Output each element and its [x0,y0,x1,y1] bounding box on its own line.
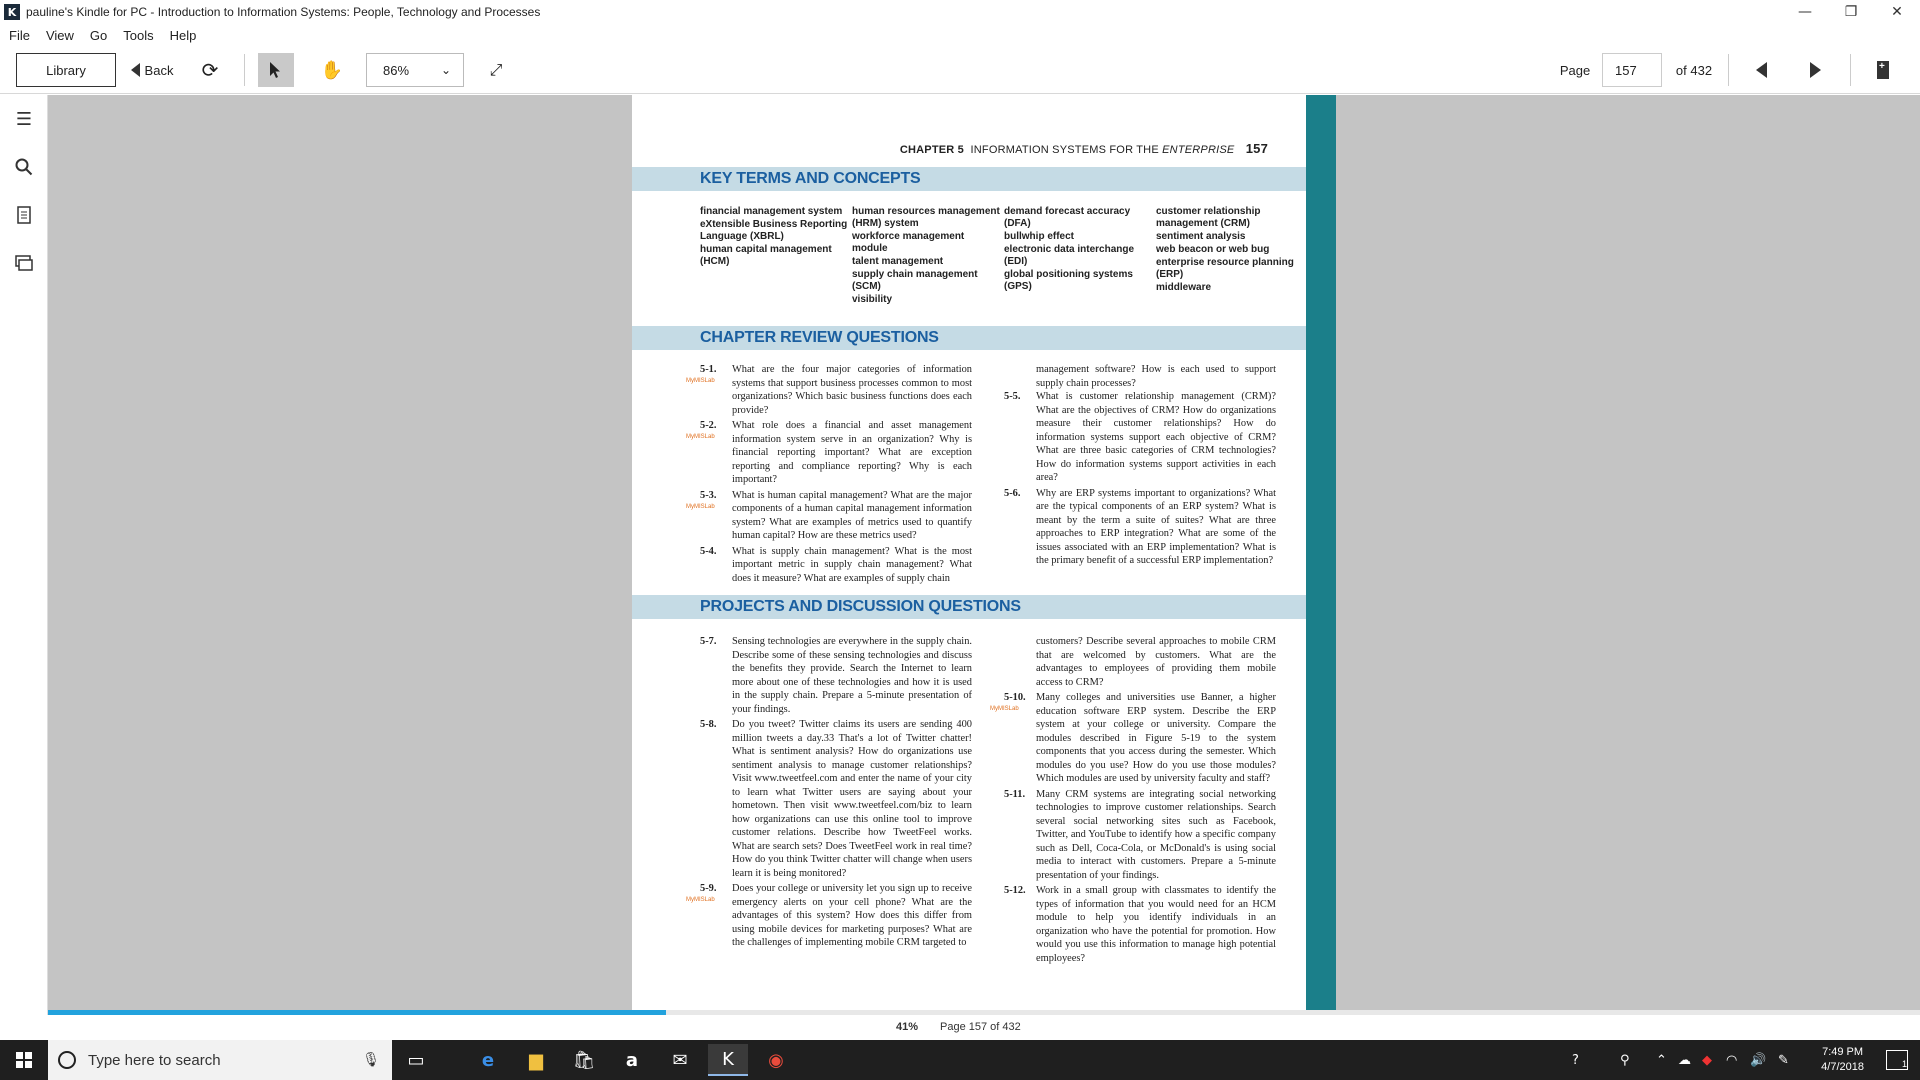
menu-view[interactable]: View [45,27,74,43]
key-term[interactable]: sentiment analysis [1156,231,1246,242]
key-terms-column [852,206,1002,307]
document-icon [17,206,31,224]
edge-browser-icon[interactable]: e [481,1049,495,1071]
progress-percent: 41% [896,1021,919,1033]
mymislab-label: MyMISLab [686,378,715,384]
key-term[interactable]: customer relationship management (CRM) [1156,206,1261,229]
search-placeholder: Type here to search [88,1051,221,1069]
mymislab-label: MyMISLab [990,706,1019,712]
question-number: 5-4. [700,545,717,557]
key-terms-column [700,206,850,269]
kindle-app-icon: K [4,4,20,20]
question-item [1004,390,1276,485]
question-number: 5-10. [1004,692,1026,703]
microphone-icon[interactable]: 🎙 [362,1052,380,1068]
section-emphasis: ENTERPRISE [1162,144,1235,156]
question-number: 5-1. [700,364,717,375]
show-hidden-icons-chevron[interactable]: ⌃ [1656,1052,1667,1068]
question-item [1004,884,1276,965]
minimize-button[interactable]: — [1798,4,1812,20]
window-controls [1782,0,1920,24]
section-label: INFORMATION SYSTEMS FOR THE [970,144,1159,156]
question-text: What role does a financial and asset management information system serve in an organization? Why is financial reporting important? What are exception reporting and compliance reporting? Why is each important? [732,420,972,485]
onedrive-icon[interactable]: ☁ [1678,1052,1691,1068]
projects-title: PROJECTS AND DISCUSSION QUESTIONS [700,598,1021,615]
question-item [686,363,972,417]
review-questions-heading [632,326,1316,350]
question-item [686,489,972,543]
back-button[interactable] [128,53,176,87]
pen-icon[interactable]: ✎ [1778,1052,1789,1068]
reading-area [48,95,1920,1010]
review-questions-title: CHAPTER REVIEW QUESTIONS [700,329,939,346]
question-number: 5-11. [1004,788,1026,800]
review-left-column [686,363,972,585]
title-bar [0,0,1920,24]
back-arrow-icon [131,63,140,77]
volume-icon[interactable]: 🔊 [1750,1052,1767,1068]
key-term[interactable]: workforce management module [852,231,965,254]
question-item [686,882,972,950]
zoom-select[interactable] [366,53,464,87]
key-term[interactable]: human capital management (HCM) [700,244,832,267]
amazon-icon[interactable]: a [625,1049,639,1071]
menu-bar [0,24,1920,46]
toolbar-divider [1850,54,1851,86]
next-page-button[interactable] [1800,53,1830,87]
running-head [900,141,1268,156]
question-text: Many colleges and universities use Banner, a higher education software ERP system. Describe the ERP system at your college or university. Compare the modules described in Figure 5-19 to the system components that you access during the semester. Which modules do you use? How do you use those modules? Which modules are used by university faculty and staff? [1036,692,1276,784]
help-icon[interactable]: ? [1572,1052,1579,1068]
clock-date: 4/7/2018 [1821,1061,1864,1073]
question-text: Many CRM systems are integrating social networking technologies to improve customer relationships. Search several social networking sites such as Facebook, Twitter, and YouTube to identify how a specific company such as Dell, Coca-Cola, or McDonald's is using social media to interact with customers. Prepare a 5-minute presentation of your findings. [1036,788,1276,881]
security-icon[interactable]: ◆ [1702,1052,1712,1068]
question-number: 5-8. [700,719,717,730]
clock-time: 7:49 PM [1822,1046,1864,1058]
table-of-contents-icon[interactable]: ☰ [15,108,33,130]
question-number: 5-2. [700,420,717,431]
triangle-left-icon [1756,62,1767,78]
mymislab-label: MyMISLab [686,503,715,510]
question-number: 5-7. [700,636,717,647]
page-number-input[interactable]: 157 [1602,53,1662,87]
question-number: 5-9. [700,883,717,894]
task-view-icon[interactable]: ▭ [407,1049,425,1071]
page-label: Page [1559,62,1591,78]
bookmark-icon [1877,61,1889,79]
key-term[interactable]: demand forecast accuracy (DFA) [1004,206,1131,229]
review-right-column [1004,363,1276,568]
key-term[interactable]: financial management system [700,206,843,217]
people-icon[interactable]: ⚲ [1620,1052,1630,1068]
taskbar-search-box[interactable] [48,1040,392,1080]
key-term[interactable]: human resources management (HRM) system [852,206,1000,229]
back-label: Back [144,62,174,78]
book-page [632,95,1316,1010]
question-continuation: customers? Describe several approaches to mobile CRM that are welcomed by customers. What are the advantages to employees of providing them mobile access to CRM? [1036,636,1276,688]
select-tool-button[interactable] [258,53,294,87]
key-term[interactable]: web beacon or web bug [1156,244,1270,255]
question-text: Why are ERP systems important to organizations? What are the typical components of an ERP system? What is meant by the term a suite of suites? What are three approaches to ERP integration? What are some of the issues associated with an ERP implementation? What is the primary benefit of a successful ERP implementation? [1036,487,1276,566]
question-text: Do you tweet? Twitter claims its users are sending 400 million tweets a day.33 That's a lot of Twitter chatter! What is sentiment analysis? How do organizations use sentiment analysis to manage customer relationships? Visit www.tweetfeel.com and enter the name of your city to learn what Twitter users are saying about your hometown. Then visit www.tweetfeel.com/biz to learn how organizations can use this online tool to improve customer relations. Describe how TweetFeel works. What are search sets? Does TweetFeel work in real time? How do you think Twitter chatter will change when users learn it is being monitored? [732,719,972,879]
projects-heading [632,595,1316,619]
key-term[interactable]: eXtensible Business Reporting Language (XBRL) [700,219,848,242]
library-button[interactable]: Library [16,53,116,87]
toolbar [0,46,1920,94]
key-terms-column [1156,206,1306,295]
file-explorer-icon[interactable]: ▆ [529,1049,543,1071]
question-number: 5-12. [1004,885,1026,896]
action-center-icon[interactable] [1886,1050,1908,1070]
question-text: What is supply chain management? What is the most important metric in supply chain management? What does it measure? What are examples of supply chain [732,545,972,584]
question-number: 5-3. [700,489,717,501]
wifi-icon[interactable]: ◠ [1726,1052,1738,1068]
system-clock[interactable] [1821,1045,1864,1075]
status-bar [0,1015,1920,1040]
menu-go[interactable]: Go [89,27,108,43]
location-text: Page 157 of 432 [940,1021,1021,1033]
key-term[interactable]: electronic data interchange (EDI) [1004,244,1135,267]
key-term[interactable]: bullwhip effect [1004,231,1074,242]
question-number: 5-5. [1004,391,1021,402]
fullscreen-icon[interactable]: ⤢ [489,60,503,79]
projects-left-column [686,635,972,950]
question-item [1004,788,1276,883]
question-number: 5-6. [1004,487,1021,499]
previous-page-button[interactable] [1746,53,1776,87]
mail-icon[interactable]: ✉ [672,1049,688,1071]
key-term[interactable]: global positioning systems (GPS) [1004,269,1133,292]
toolbar-divider [1728,54,1729,86]
key-terms-title: KEY TERMS AND CONCEPTS [700,170,921,187]
question-text: What is customer relationship management (CRM)? What are the objectives of CRM? How do organizations measure their customer relationships? How do information systems support each objective of CRM? What are three basic categories of CRM technologies? How do information systems support activities in each area? [1036,391,1276,483]
hand-tool-icon[interactable]: ✋ [320,59,344,81]
question-text: Does your college or university let you sign up to receive emergency alerts on your cell phone? What are the advantages of this system? How does this differ from using mobile devices for marketing purposes? What are the challenges of implementing mobile CRM targeted to [732,883,972,948]
question-item [700,718,972,880]
page-number: 157 [1245,141,1268,156]
notification-count: 1 [1901,1059,1907,1069]
menu-help[interactable]: Help [169,27,197,43]
add-bookmark-button[interactable] [1868,53,1898,87]
question-item [990,691,1276,786]
key-terms-heading [632,167,1316,191]
key-term[interactable]: middleware [1156,282,1212,293]
zoom-value: 86% [383,62,410,78]
menu-tools[interactable]: Tools [123,27,154,43]
question-text: What are the four major categories of information systems that support business processes common to most organizations? Which basic business functions does each provide? [732,364,972,416]
mymislab-label: MyMISLab [686,434,715,440]
toolbar-divider [244,54,245,86]
key-term[interactable]: supply chain management (SCM) [852,269,978,292]
question-item [1004,487,1276,568]
sync-icon[interactable]: ⟳ [201,58,219,82]
question-item [700,635,972,716]
projects-right-column [990,635,1276,965]
chrome-icon[interactable]: ◉ [768,1049,784,1071]
triangle-right-icon [1810,62,1821,78]
close-button[interactable]: ✕ [1891,4,1903,20]
question-text: Work in a small group with classmates to identify the types of information that you would need for an HCM module to help you identify individuals in an organization who have the potential for promotion. How would you use this information to manage high potential employees? [1036,885,1276,964]
windows-taskbar [0,1040,1920,1080]
cards-icon [15,255,33,271]
side-panel [0,95,48,1015]
cortana-icon [58,1051,76,1069]
key-term[interactable]: talent management [852,256,944,267]
notes-icon[interactable] [12,203,36,227]
window-title: pauline's Kindle for PC - Introduction to Information Systems: People, Technology and Processes [26,5,541,19]
key-term[interactable]: enterprise resource planning (ERP) [1156,257,1294,280]
question-item [686,419,972,487]
question-text: What is human capital management? What are the major components of a human capital management information system? What are examples of metrics used to quantify human capital? How are these metrics used? [732,489,972,541]
flashcards-icon[interactable] [12,251,36,275]
key-terms-column [1004,206,1154,294]
key-term[interactable]: visibility [852,294,893,305]
menu-file[interactable]: File [9,27,30,43]
magnifier-icon [15,158,33,176]
page-total: of 432 [1675,62,1713,78]
search-icon[interactable] [12,155,36,179]
cursor-arrow-icon [269,61,283,79]
chapter-label: CHAPTER 5 [899,144,965,156]
start-button[interactable] [0,1040,48,1080]
windows-logo-icon [16,1052,32,1068]
restore-button[interactable]: ❐ [1844,4,1858,20]
question-continuation: management software? How is each used to support supply chain processes? [1036,364,1276,389]
kindle-taskbar-icon[interactable]: K [708,1044,748,1076]
mymislab-label: MyMISLab [686,897,715,903]
page-edge-strip [1306,95,1336,1010]
chevron-down-icon: ⌄ [440,63,451,77]
question-item [700,545,972,586]
store-icon[interactable]: 🛍 [572,1049,596,1071]
question-text: Sensing technologies are everywhere in the supply chain. Describe some of these sensing technologies and discuss the benefits they provide. Search the Internet to learn more about one of these technologies and how it is used in the supply chain. Prepare a 5-minute presentation of your findings. [732,636,972,715]
